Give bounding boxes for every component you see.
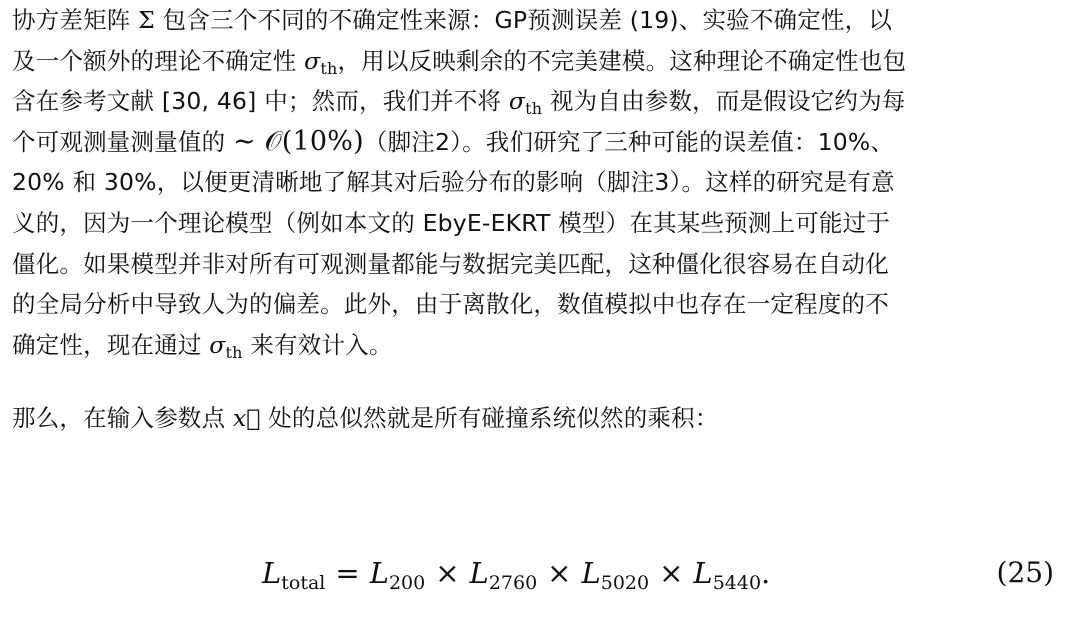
eq-variable: L [262,556,282,590]
text-segment: 视为自由参数，而是假设它约为每 [542,87,906,116]
equation-25 [0,550,1060,600]
text-line [12,162,1072,203]
eq-equals: = [335,556,360,590]
text-line [12,284,1072,325]
text-segment: 来有效计入。 [242,330,393,359]
math-sigma-th: σ [209,330,226,359]
eq-subscript: 5440 [712,572,762,594]
eq-times: × [435,556,460,590]
text-segment: 协方差矩阵 [12,6,139,34]
paragraph-total-likelihood [12,398,1072,439]
text-segment: ，用以反映剩余的不完美建模。这种理论不确定性也包 [337,46,907,75]
eq-subscript: total [281,572,326,594]
text-line [12,398,1072,439]
text-line [12,244,1072,285]
text-segment: 包含三个不同的不确定性来源：GP预测误差 (19)、实验不确定性，以 [155,6,893,34]
eq-subscript: 2760 [488,572,538,594]
text-segment: 义的，因为一个理论模型（例如本文的 EbyE-EKRT 模型）在其某些预测上可能过于 [12,208,891,237]
eq-subscript: 200 [388,572,426,594]
text-segment: 那么，在输入参数点 [12,404,233,433]
text-line [12,122,1072,163]
text-segment: 个可观测量测量值的 [12,127,233,156]
math-subscript: th [525,99,543,119]
math-sigma-th: σ [304,46,321,75]
text-line [12,41,1072,82]
text-line [12,203,1072,244]
text-line [12,81,1072,122]
equation-number: (25) [996,556,1054,589]
text-segment: 确定性，现在通过 [12,330,210,359]
eq-variable: L [693,556,713,590]
eq-variable: L [369,556,389,590]
eq-times: × [659,556,684,590]
text-segment: 含在参考文献 [30, 46] 中；然而，我们并不将 [12,87,509,116]
text-segment: 僵化。如果模型并非对所有可观测量都能与数据完美匹配，这种僵化很容易在自动化 [12,249,889,278]
equation-body [262,550,770,606]
text-line [12,0,1072,41]
eq-variable: L [581,556,601,590]
paragraph-covariance [12,0,1072,365]
eq-variable: L [469,556,489,590]
math-subscript: th [225,342,243,362]
eq-period: . [761,556,771,590]
math-subscript: th [320,58,338,78]
math-sigma-matrix: Σ [138,6,155,34]
text-segment: 20% 和 30%，以便更清晰地了解其对后验分布的影响（脚注3）。这样的研究是有意 [12,168,895,197]
text-segment: 的全局分析中导致人为的偏差。此外，由于离散化，数值模拟中也存在一定程度的不 [12,290,889,319]
text-segment: 及一个额外的理论不确定性 [12,46,305,75]
text-segment: 处的总似然就是所有碰撞系统似然的乘积： [260,404,719,433]
eq-subscript: 5020 [600,572,650,594]
math-vector-x: x⃗ [232,404,261,433]
eq-times: × [547,556,572,590]
text-segment: （脚注2）。我们研究了三种可能的误差值：10%、 [363,127,895,156]
paper-page [12,0,1072,439]
math-sigma-th: σ [508,87,526,116]
math-order-ten-percent: ∼ 𝒪(10%) [232,125,364,157]
text-line [12,325,1072,366]
